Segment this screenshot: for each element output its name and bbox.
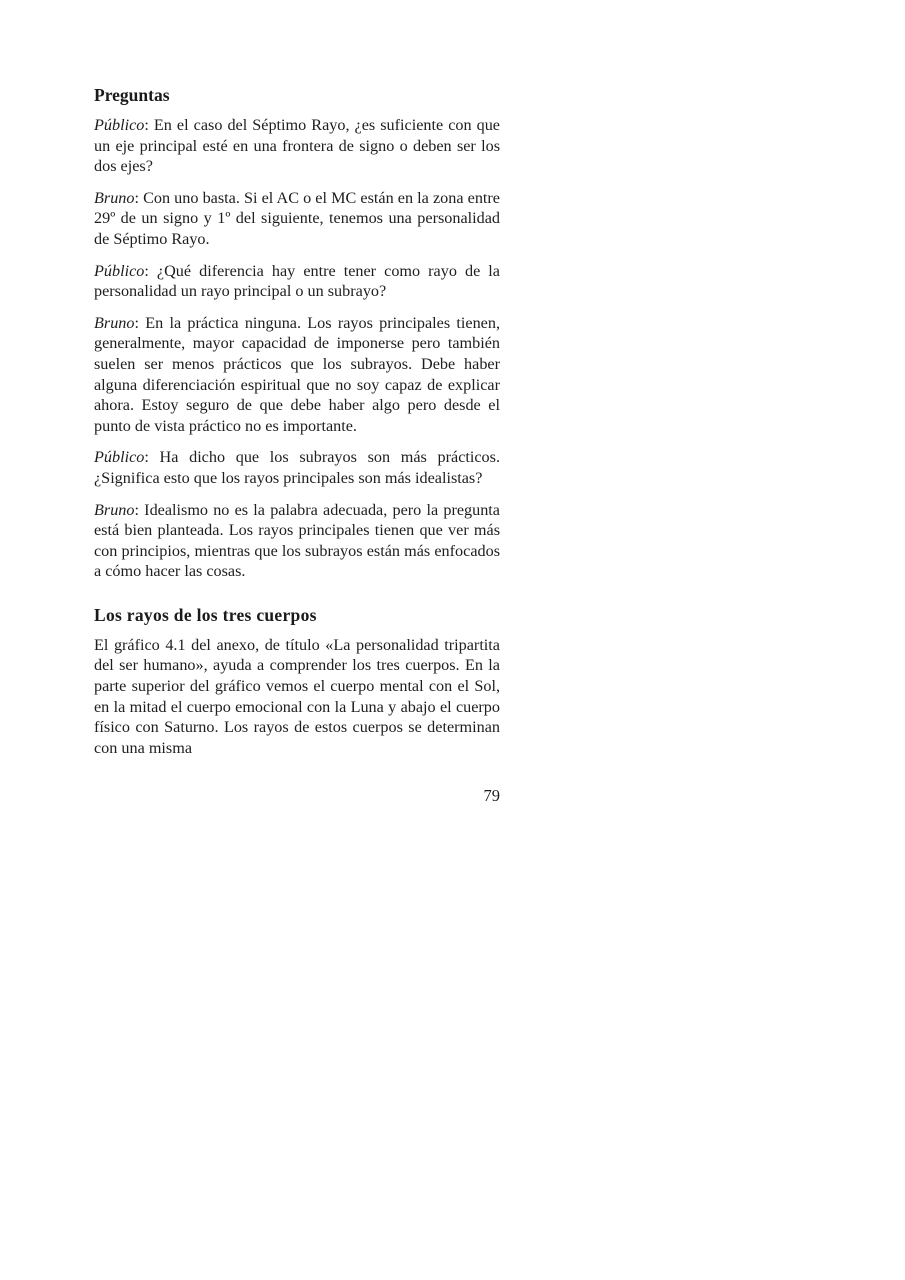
exchange-paragraph <box>94 447 500 488</box>
section-heading-tres-cuerpos: Los rayos de los tres cuerpos <box>94 604 317 625</box>
exchange-paragraph <box>94 261 500 302</box>
exchange-text: : En la práctica ninguna. Los rayos principales tienen, generalmente, mayor capacidad de imponerse pero también suelen ser menos prácticos que los subrayos. Debe haber alguna diferenciación espiritual que no soy capaz de explicar ahora. Estoy seguro de que debe haber algo pero desde el punto de vista práctico no es importante. <box>94 313 500 435</box>
section-heading-preguntas: Preguntas <box>94 85 170 105</box>
exchange-text: : En el caso del Séptimo Rayo, ¿es suficiente con que un eje principal esté en una frontera de signo o deben ser los dos ejes? <box>94 116 500 176</box>
exchange-paragraph <box>94 115 500 177</box>
exchange-paragraph <box>94 188 500 250</box>
speaker-label: Público <box>94 116 145 134</box>
exchange-paragraph <box>94 500 500 582</box>
speaker-label: Público <box>94 448 145 467</box>
speaker-label: Bruno <box>94 188 135 207</box>
exchange-text: : Ha dicho que los subrayos son más prácticos. ¿Significa esto que los rayos principales son más idealistas? <box>94 448 500 487</box>
page-body <box>94 84 500 769</box>
speaker-label: Público <box>94 261 145 280</box>
speaker-label: Bruno <box>94 313 135 332</box>
exchange-text: : Con uno basta. Si el AC o el MC están en la zona entre 29º de un signo y 1º del siguiente, tenemos una personalidad de Séptimo Rayo. <box>94 188 500 248</box>
exchange-text: : ¿Qué diferencia hay entre tener como rayo de la personalidad un rayo principal o un subrayo? <box>94 261 500 301</box>
page-number: 79 <box>483 786 500 805</box>
body-paragraph: El gráfico 4.1 del anexo, de título «La personalidad tripartita del ser humano», ayuda a comprender los tres cuerpos. En la parte superior del gráfico vemos el cuerpo mental con el Sol, en la mitad el cuerpo emocional con la Luna y abajo el cuerpo físico con Saturno. Los rayos de estos cuerpos se determinan con una misma <box>94 635 500 757</box>
speaker-label: Bruno <box>94 500 135 519</box>
exchange-paragraph <box>94 313 500 437</box>
exchange-text: : Idealismo no es la palabra adecuada, pero la pregunta está bien planteada. Los rayos principales tienen que ver más con principios, mientras que los subrayos están más enfocados a cómo hacer las cosas. <box>94 500 500 581</box>
